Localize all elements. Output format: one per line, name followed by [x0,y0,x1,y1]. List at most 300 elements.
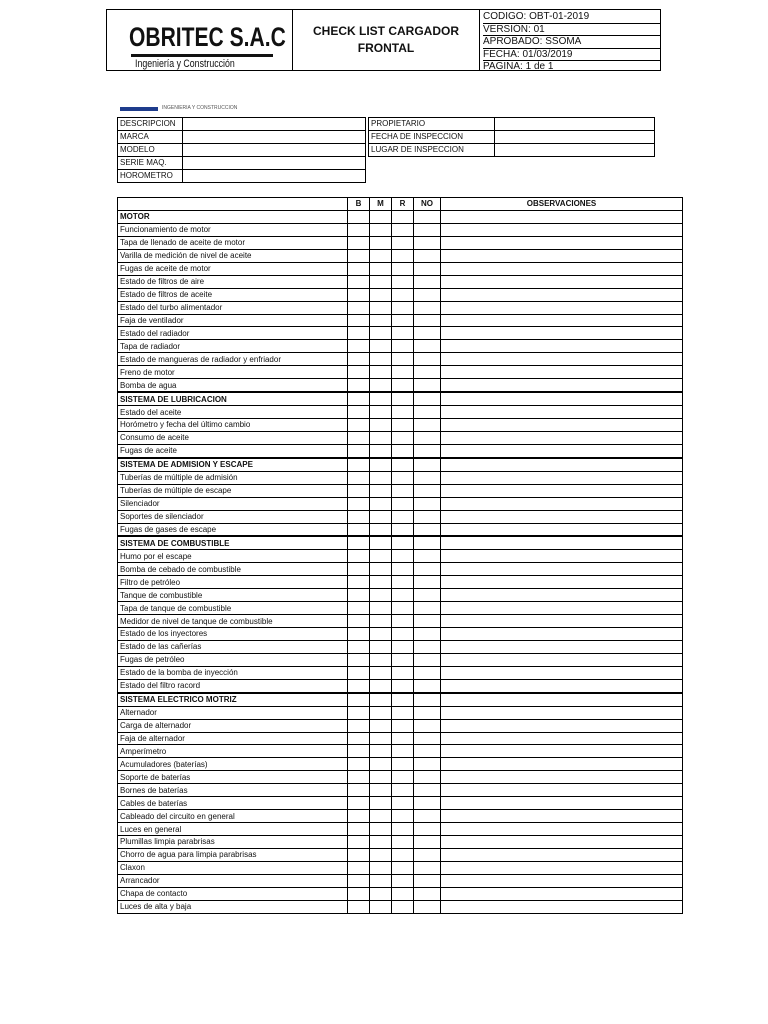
checklist-row [118,353,683,366]
rating-cell-no[interactable] [414,628,441,641]
rating-cell-b[interactable] [348,275,370,288]
rating-cell-r[interactable] [392,497,414,510]
inspection-info-value-field[interactable] [495,131,655,144]
observations-cell[interactable] [441,576,683,589]
observations-cell[interactable] [441,887,683,900]
rating-cell-no[interactable] [414,823,441,836]
equipment-info-value-field[interactable] [183,118,366,131]
rating-cell-b[interactable] [348,563,370,576]
item-label: Faja de ventilador [118,314,348,327]
rating-cell-r[interactable] [392,536,414,549]
rating-cell-m[interactable] [370,784,392,797]
rating-cell-m[interactable] [370,823,392,836]
rating-cell-b[interactable] [348,861,370,874]
rating-cell-b[interactable] [348,497,370,510]
observations-cell[interactable] [441,706,683,719]
observations-cell[interactable] [441,536,683,549]
document-header [106,9,661,71]
equipment-info-value-field[interactable] [183,157,366,170]
rating-cell-b[interactable] [348,340,370,353]
rating-cell-b[interactable] [348,693,370,706]
rating-cell-no[interactable] [414,249,441,262]
observations-cell[interactable] [441,458,683,471]
observations-cell[interactable] [441,406,683,419]
rating-cell-m[interactable] [370,874,392,887]
rating-cell-no[interactable] [414,314,441,327]
rating-cell-m[interactable] [370,706,392,719]
rating-cell-r[interactable] [392,366,414,379]
rating-cell-b[interactable] [348,550,370,563]
rating-cell-m[interactable] [370,628,392,641]
observations-cell[interactable] [441,431,683,444]
rating-cell-r[interactable] [392,810,414,823]
observations-cell[interactable] [441,810,683,823]
rating-cell-m[interactable] [370,615,392,628]
rating-cell-no[interactable] [414,640,441,653]
section-title: SISTEMA DE COMBUSTIBLE [118,536,348,549]
rating-cell-m[interactable] [370,536,392,549]
rating-cell-no[interactable] [414,653,441,666]
rating-cell-r[interactable] [392,288,414,301]
observations-cell[interactable] [441,640,683,653]
rating-cell-r[interactable] [392,628,414,641]
rating-cell-b[interactable] [348,745,370,758]
rating-cell-b[interactable] [348,589,370,602]
rating-cell-no[interactable] [414,211,441,224]
rating-cell-m[interactable] [370,900,392,913]
rating-cell-m[interactable] [370,836,392,849]
rating-cell-b[interactable] [348,301,370,314]
rating-cell-no[interactable] [414,836,441,849]
rating-cell-m[interactable] [370,353,392,366]
rating-cell-m[interactable] [370,379,392,392]
rating-cell-no[interactable] [414,745,441,758]
rating-cell-r[interactable] [392,563,414,576]
rating-cell-no[interactable] [414,576,441,589]
rating-cell-no[interactable] [414,379,441,392]
rating-cell-r[interactable] [392,458,414,471]
rating-cell-r[interactable] [392,392,414,405]
rating-cell-m[interactable] [370,340,392,353]
rating-cell-no[interactable] [414,327,441,340]
rating-cell-b[interactable] [348,758,370,771]
observations-cell[interactable] [441,353,683,366]
rating-cell-r[interactable] [392,223,414,236]
rating-cell-r[interactable] [392,353,414,366]
rating-cell-r[interactable] [392,576,414,589]
rating-cell-m[interactable] [370,563,392,576]
observations-cell[interactable] [441,223,683,236]
rating-cell-b[interactable] [348,797,370,810]
section-title: MOTOR [118,211,348,224]
rating-cell-r[interactable] [392,745,414,758]
rating-cell-m[interactable] [370,810,392,823]
rating-cell-m[interactable] [370,431,392,444]
rating-cell-b[interactable] [348,576,370,589]
observations-cell[interactable] [441,340,683,353]
rating-cell-r[interactable] [392,836,414,849]
item-column-header [118,198,348,211]
rating-cell-b[interactable] [348,784,370,797]
rating-cell-no[interactable] [414,758,441,771]
rating-cell-r[interactable] [392,314,414,327]
observations-cell[interactable] [441,823,683,836]
rating-cell-r[interactable] [392,327,414,340]
rating-cell-m[interactable] [370,771,392,784]
rating-cell-m[interactable] [370,523,392,536]
rating-cell-b[interactable] [348,379,370,392]
rating-cell-m[interactable] [370,719,392,732]
rating-cell-b[interactable] [348,419,370,432]
observations-cell[interactable] [441,510,683,523]
rating-cell-m[interactable] [370,406,392,419]
meta-version: VERSIÓN: 01 [483,24,661,37]
rating-cell-no[interactable] [414,771,441,784]
section-row [118,693,683,706]
rating-cell-no[interactable] [414,900,441,913]
observations-cell[interactable] [441,615,683,628]
observations-cell[interactable] [441,419,683,432]
rating-cell-r[interactable] [392,484,414,497]
rating-cell-no[interactable] [414,458,441,471]
rating-cell-m[interactable] [370,392,392,405]
rating-cell-no[interactable] [414,471,441,484]
rating-cell-no[interactable] [414,431,441,444]
rating-cell-no[interactable] [414,874,441,887]
item-label: Humo por el escape [118,550,348,563]
rating-cell-no[interactable] [414,848,441,861]
observations-cell[interactable] [441,563,683,576]
rating-cell-m[interactable] [370,666,392,679]
rating-cell-m[interactable] [370,366,392,379]
rating-cell-b[interactable] [348,836,370,849]
rating-cell-no[interactable] [414,732,441,745]
observations-cell[interactable] [441,262,683,275]
rating-cell-r[interactable] [392,874,414,887]
observations-cell[interactable] [441,249,683,262]
rating-cell-m[interactable] [370,550,392,563]
rating-cell-m[interactable] [370,679,392,692]
rating-cell-no[interactable] [414,861,441,874]
rating-cell-b[interactable] [348,719,370,732]
rating-cell-r[interactable] [392,379,414,392]
observations-cell[interactable] [441,784,683,797]
rating-cell-r[interactable] [392,301,414,314]
checklist-row [118,484,683,497]
observations-cell[interactable] [441,666,683,679]
rating-cell-r[interactable] [392,640,414,653]
rating-cell-no[interactable] [414,236,441,249]
rating-cell-r[interactable] [392,679,414,692]
observations-cell[interactable] [441,275,683,288]
item-label: Freno de motor [118,366,348,379]
rating-cell-no[interactable] [414,275,441,288]
rating-cell-b[interactable] [348,288,370,301]
rating-cell-r[interactable] [392,797,414,810]
observations-cell[interactable] [441,523,683,536]
rating-cell-no[interactable] [414,615,441,628]
observations-cell[interactable] [441,497,683,510]
rating-cell-b[interactable] [348,366,370,379]
rating-cell-b[interactable] [348,431,370,444]
rating-cell-no[interactable] [414,810,441,823]
rating-cell-b[interactable] [348,900,370,913]
observations-cell[interactable] [441,550,683,563]
rating-cell-m[interactable] [370,288,392,301]
observations-cell[interactable] [441,484,683,497]
rating-cell-no[interactable] [414,589,441,602]
rating-cell-no[interactable] [414,523,441,536]
observations-cell[interactable] [441,327,683,340]
rating-cell-r[interactable] [392,419,414,432]
rating-cell-b[interactable] [348,314,370,327]
rating-cell-m[interactable] [370,223,392,236]
rating-cell-no[interactable] [414,497,441,510]
rating-cell-b[interactable] [348,640,370,653]
rating-cell-b[interactable] [348,810,370,823]
observations-cell[interactable] [441,745,683,758]
rating-cell-r[interactable] [392,693,414,706]
rating-cell-r[interactable] [392,431,414,444]
rating-cell-no[interactable] [414,288,441,301]
checklist-row [118,262,683,275]
rating-cell-m[interactable] [370,576,392,589]
rating-cell-b[interactable] [348,823,370,836]
rating-cell-r[interactable] [392,471,414,484]
rating-cell-m[interactable] [370,419,392,432]
observations-cell[interactable] [441,314,683,327]
observations-cell[interactable] [441,392,683,405]
rating-cell-r[interactable] [392,249,414,262]
rating-cell-b[interactable] [348,444,370,457]
observations-cell[interactable] [441,836,683,849]
rating-cell-b[interactable] [348,536,370,549]
rating-cell-no[interactable] [414,510,441,523]
rating-cell-b[interactable] [348,615,370,628]
rating-cell-m[interactable] [370,640,392,653]
equipment-info-value-field[interactable] [183,144,366,157]
rating-cell-r[interactable] [392,771,414,784]
rating-cell-r[interactable] [392,523,414,536]
rating-cell-b[interactable] [348,602,370,615]
rating-cell-m[interactable] [370,484,392,497]
rating-cell-no[interactable] [414,550,441,563]
rating-cell-b[interactable] [348,771,370,784]
observations-cell[interactable] [441,732,683,745]
rating-cell-no[interactable] [414,602,441,615]
checklist-row [118,301,683,314]
rating-cell-m[interactable] [370,275,392,288]
rating-cell-r[interactable] [392,236,414,249]
rating-cell-no[interactable] [414,301,441,314]
rating-cell-b[interactable] [348,732,370,745]
rating-cell-no[interactable] [414,366,441,379]
rating-cell-b[interactable] [348,471,370,484]
observations-cell[interactable] [441,301,683,314]
checklist-row [118,679,683,692]
observations-cell[interactable] [441,874,683,887]
rating-cell-r[interactable] [392,340,414,353]
rating-cell-b[interactable] [348,392,370,405]
rating-cell-r[interactable] [392,732,414,745]
rating-cell-b[interactable] [348,666,370,679]
rating-cell-m[interactable] [370,861,392,874]
rating-cell-r[interactable] [392,602,414,615]
observations-cell[interactable] [441,366,683,379]
item-label: Consumo de aceite [118,431,348,444]
rating-cell-no[interactable] [414,262,441,275]
section-title: SISTEMA DE ADMISION Y ESCAPE [118,458,348,471]
rating-cell-r[interactable] [392,848,414,861]
checklist-row [118,589,683,602]
rating-cell-r[interactable] [392,861,414,874]
observations-cell[interactable] [441,797,683,810]
rating-cell-m[interactable] [370,458,392,471]
rating-cell-m[interactable] [370,602,392,615]
checklist-row [118,848,683,861]
item-label: Soporte de baterías [118,771,348,784]
rating-cell-r[interactable] [392,406,414,419]
rating-cell-no[interactable] [414,784,441,797]
rating-cell-b[interactable] [348,848,370,861]
rating-cell-no[interactable] [414,392,441,405]
rating-cell-no[interactable] [414,666,441,679]
rating-cell-m[interactable] [370,211,392,224]
rating-cell-b[interactable] [348,484,370,497]
rating-cell-m[interactable] [370,236,392,249]
observations-cell[interactable] [441,379,683,392]
rating-cell-r[interactable] [392,887,414,900]
rating-cell-m[interactable] [370,848,392,861]
rating-cell-b[interactable] [348,262,370,275]
rating-cell-r[interactable] [392,510,414,523]
observations-cell[interactable] [441,589,683,602]
inspection-info-value-field[interactable] [495,118,655,131]
observations-cell[interactable] [441,900,683,913]
rating-cell-m[interactable] [370,471,392,484]
rating-cell-m[interactable] [370,262,392,275]
rating-cell-b[interactable] [348,327,370,340]
rating-cell-r[interactable] [392,589,414,602]
rating-cell-b[interactable] [348,353,370,366]
rating-cell-no[interactable] [414,536,441,549]
observations-cell[interactable] [441,471,683,484]
rating-cell-no[interactable] [414,419,441,432]
rating-cell-r[interactable] [392,784,414,797]
rating-cell-r[interactable] [392,758,414,771]
rating-cell-b[interactable] [348,523,370,536]
rating-cell-m[interactable] [370,797,392,810]
equipment-info-value-field[interactable] [183,131,366,144]
observations-cell[interactable] [441,211,683,224]
rating-cell-m[interactable] [370,887,392,900]
rating-cell-m[interactable] [370,693,392,706]
rating-cell-b[interactable] [348,510,370,523]
rating-cell-no[interactable] [414,340,441,353]
observations-cell[interactable] [441,602,683,615]
rating-cell-b[interactable] [348,223,370,236]
rating-cell-m[interactable] [370,249,392,262]
observations-cell[interactable] [441,679,683,692]
rating-cell-r[interactable] [392,262,414,275]
rating-cell-b[interactable] [348,679,370,692]
rating-cell-b[interactable] [348,653,370,666]
rating-cell-m[interactable] [370,497,392,510]
rating-cell-no[interactable] [414,719,441,732]
rating-cell-m[interactable] [370,653,392,666]
rating-cell-m[interactable] [370,301,392,314]
rating-cell-b[interactable] [348,211,370,224]
rating-cell-m[interactable] [370,314,392,327]
rating-cell-no[interactable] [414,484,441,497]
rating-cell-b[interactable] [348,458,370,471]
item-label: Tanque de combustible [118,589,348,602]
rating-cell-no[interactable] [414,797,441,810]
observations-cell[interactable] [441,444,683,457]
rating-cell-m[interactable] [370,732,392,745]
rating-cell-b[interactable] [348,236,370,249]
rating-cell-m[interactable] [370,327,392,340]
rating-cell-b[interactable] [348,406,370,419]
rating-cell-no[interactable] [414,406,441,419]
rating-cell-m[interactable] [370,510,392,523]
checklist-row [118,379,683,392]
rating-cell-no[interactable] [414,353,441,366]
rating-cell-m[interactable] [370,745,392,758]
equipment-info-value-field[interactable] [183,170,366,183]
rating-cell-r[interactable] [392,275,414,288]
rating-cell-no[interactable] [414,563,441,576]
observations-cell[interactable] [441,653,683,666]
rating-cell-r[interactable] [392,719,414,732]
rating-cell-r[interactable] [392,823,414,836]
rating-cell-m[interactable] [370,444,392,457]
observations-cell[interactable] [441,693,683,706]
rating-cell-r[interactable] [392,653,414,666]
rating-cell-r[interactable] [392,706,414,719]
observations-cell[interactable] [441,861,683,874]
rating-cell-r[interactable] [392,444,414,457]
observations-cell[interactable] [441,236,683,249]
rating-cell-no[interactable] [414,706,441,719]
rating-cell-no[interactable] [414,887,441,900]
rating-cell-r[interactable] [392,615,414,628]
inspection-info-value-field[interactable] [495,144,655,157]
observations-cell[interactable] [441,719,683,732]
rating-cell-no[interactable] [414,693,441,706]
observations-cell[interactable] [441,628,683,641]
observations-cell[interactable] [441,288,683,301]
rating-cell-m[interactable] [370,758,392,771]
checklist-table [117,197,683,914]
rating-cell-b[interactable] [348,628,370,641]
rating-cell-m[interactable] [370,589,392,602]
rating-cell-r[interactable] [392,211,414,224]
rating-cell-r[interactable] [392,666,414,679]
rating-cell-r[interactable] [392,900,414,913]
observations-cell[interactable] [441,771,683,784]
rating-cell-r[interactable] [392,550,414,563]
observations-cell[interactable] [441,758,683,771]
rating-cell-b[interactable] [348,706,370,719]
rating-cell-no[interactable] [414,679,441,692]
rating-cell-b[interactable] [348,874,370,887]
rating-cell-no[interactable] [414,444,441,457]
rating-cell-b[interactable] [348,887,370,900]
observations-cell[interactable] [441,848,683,861]
rating-cell-no[interactable] [414,223,441,236]
rating-cell-b[interactable] [348,249,370,262]
